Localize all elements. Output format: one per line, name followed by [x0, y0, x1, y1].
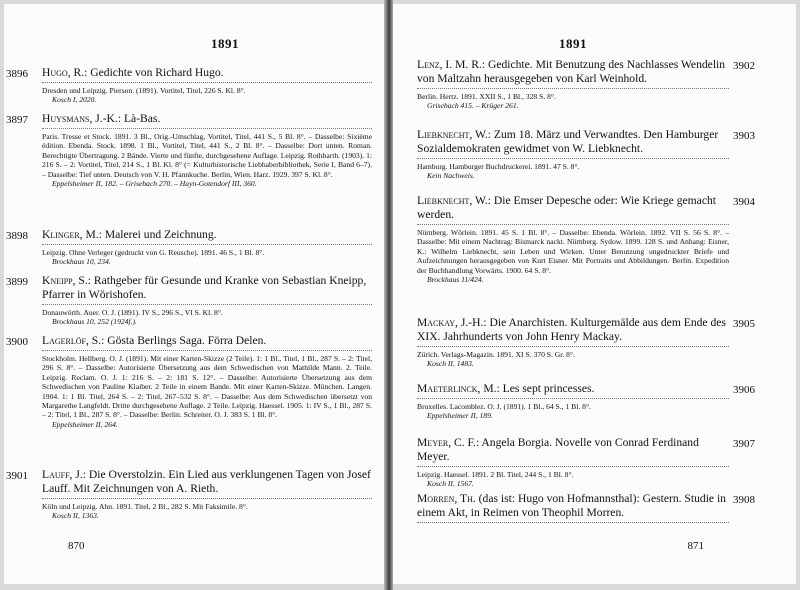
right-page — [393, 4, 796, 584]
entry-number: 3898 — [6, 230, 28, 242]
entry-source: Kosch I, 2020. — [52, 95, 97, 105]
entry-heading — [417, 316, 729, 347]
entry-3898 — [6, 228, 372, 267]
page-number: 870 — [68, 540, 85, 552]
entry-heading — [42, 112, 372, 129]
entry-title: Là-Bas. — [121, 112, 161, 125]
entry-number: 3900 — [6, 336, 28, 348]
entry-number: 3899 — [6, 276, 28, 288]
entry-author: Hugo, R.: — [42, 66, 88, 79]
entry-title: Gedichte. Mit Benutzung des Nachlasses Wendelin von Maltzahn herausgegeben von Karl Weinhold. — [417, 58, 726, 85]
entry-heading — [417, 128, 729, 159]
entry-source: Kein Nachweis. — [427, 171, 475, 181]
entry-title: Gedichte von Richard Hugo. — [87, 66, 224, 79]
entry-source: Kosch II, 1567. — [427, 479, 474, 489]
entry-3904 — [417, 194, 755, 285]
entry-author: Meyer, C. F.: — [417, 436, 480, 449]
entry-author: Klinger, M.: — [42, 228, 102, 241]
book-gutter — [384, 0, 393, 590]
entry-heading — [417, 194, 729, 225]
entry-heading — [417, 436, 729, 467]
entry-source: Eppelsheimer II, 182. – Grisebach 270. – Hayn-Gotendorf III, 360. — [52, 179, 257, 189]
entry-heading — [42, 228, 372, 245]
entry-3907 — [417, 436, 755, 489]
entry-title: Die Anarchisten. Kulturgemälde aus dem Ende des XIX. Jahrhunderts von John Henry Mackay. — [417, 316, 726, 343]
entry-heading — [42, 274, 372, 305]
entry-description: Leipzig. Ohne Verleger (gedruckt von G. Reusche). 1891. 46 S., 1 Bl. 8°. — [42, 248, 265, 257]
entry-author: Kneipp, S.: — [42, 274, 91, 287]
entry-description: Zürich. Verlags-Magazin. 1891. XI S. 370 S. Gr. 8°. — [417, 350, 575, 359]
entry-3908 — [417, 492, 755, 523]
entry-heading — [417, 58, 729, 89]
entry-number: 3896 — [6, 68, 28, 80]
entry-heading — [42, 66, 372, 83]
entry-number: 3903 — [733, 130, 755, 142]
entry-description: Berlin. Hertz. 1891. XXII S., 1 Bl., 328 S. 8°. — [417, 92, 556, 101]
entry-title: Die Overstolzin. Ein Lied aus verklungenen Tagen von Josef Lauff. Mit Zeichnungen von A. Rieth. — [42, 468, 371, 495]
entry-title: Rathgeber für Gesunde und Kranke von Sebastian Kneipp, Pfarrer in Wörishofen. — [42, 274, 367, 301]
entry-3899 — [6, 274, 372, 327]
entry-heading — [42, 334, 372, 351]
entry-description: Leipzig. Haessel. 1891. 2 Bl. Titel, 244 S., 1 Bl. 8°. — [417, 470, 574, 479]
entry-title: Les sept princesses. — [499, 382, 595, 395]
entry-title: Angela Borgia. Novelle von Conrad Ferdinand Meyer. — [417, 436, 699, 463]
entry-source: Eppelsheimer II, 189. — [427, 411, 493, 421]
entry-description: Dresden und Leipzig. Pierson. (1891). Vortitel, Titel, 226 S. Kl. 8°. — [42, 86, 246, 95]
entry-source: Eppelsheimer II, 264. — [52, 419, 118, 429]
entry-3906 — [417, 382, 755, 421]
entry-description: Köln und Leipzig. Ahn. 1891. Titel, 2 Bl., 282 S. Mit Faksimile. 8°. — [42, 502, 248, 511]
entry-description: Paris. Tresse et Stock. 1891. 3 Bl., Orig.-Umschlag, Vortitel, Titel, 441 S., 5 Bl. 8°. – Dasselbe: Sixième édition. Ebenda. Stock. 1898. 1 Bl., Vortitel, Titel, 441 S., 2 Bl. 8°. – Dasselbe: Dort unten. Roman. Berechtigte Übertragung. 2 Bände. Vierte und fünfte, durchgesehene Auflage. Leipzig. Rothbarth. (1903). 1: 216 S. – 2: Vortitel, Titel, 214 S., 1 Bl. Kl. 8° (= Kulturhistorische Liebhaberbibliothek, Serie I, Band 6–7). – Dasselbe: Tief unten. Deutsch von V. H. Pfannkuche. Berlin, Wien. Harz. 1929. 397 S. Kl. 8°. — [42, 132, 372, 179]
entry-number: 3904 — [733, 196, 755, 208]
left-page — [4, 4, 384, 584]
entry-3897 — [6, 112, 372, 189]
entry-author: Huysmans, J.-K.: — [42, 112, 122, 125]
entry-description: Nürnberg. Wörlein. 1891. 45 S. 1 Bl. 8°. – Dasselbe: Ebenda. Wörlein. 1892. VII S. 56 S. 8°. – Dasselbe: Mit einem Nachtrag: Bismarck nackt. Nürnberg. Sydow. 1899. 128 S. und Anhang: Eisner, K.: Wilhelm Liebknecht, sein Leben und Wirken. Unter Benutzung ungedruckter Briefe und Aufzeichnungen herausgegeben von Kurt Eisner. Mit Portraits und Abbildungen. Berlin. Expedition der Buchhandlung Vorwärts. 1900. 64 S. 8°. — [417, 228, 729, 275]
entry-number: 3906 — [733, 384, 755, 396]
entry-3900 — [6, 334, 372, 429]
running-head-year: 1891 — [211, 36, 239, 51]
entry-description: Donauwörth. Auer. O. J. (1891). IV S., 296 S., VI S. Kl. 8°. — [42, 308, 223, 317]
entry-title: Zum 18. März und Verwandtes. Den Hamburger Sozialdemokraten gewidmet von W. Liebknecht. — [417, 128, 719, 155]
entry-author: Maeterlinck, M.: — [417, 382, 500, 395]
entry-number: 3908 — [733, 494, 755, 506]
entry-heading — [417, 382, 729, 399]
entry-title: Malerei und Zeichnung. — [101, 228, 217, 241]
entry-3905 — [417, 316, 755, 369]
entry-author: Liebknecht, W.: — [417, 128, 491, 141]
entry-author: Lauff, J.: — [42, 468, 86, 481]
entry-heading — [42, 468, 372, 499]
entry-source: Grisebach 415. – Krüger 261. — [427, 101, 519, 111]
entry-heading — [417, 492, 729, 523]
entry-author: Lenz, I. M. R.: — [417, 58, 486, 71]
entry-source: Kosch II, 1363. — [52, 511, 99, 521]
entry-description: Bruxelles. Lacomblez. O. J. (1891). 1 Bl., 64 S., 1 Bl. 8°. — [417, 402, 591, 411]
entry-number: 3901 — [6, 470, 28, 482]
entry-description: Hamburg. Hamburger Buchdruckerei. 1891. 47 S. 8°. — [417, 162, 580, 171]
entry-source: Brockhaus 10, 234. — [52, 257, 111, 267]
entry-number: 3902 — [733, 60, 755, 72]
entry-author: Liebknecht, W.: — [417, 194, 491, 207]
entry-title: (das ist: Hugo von Hofmannsthal): Gestern. Studie in einem Akt, in Reimen von Theophil Morren. — [417, 492, 726, 519]
entry-description: Stockholm. Hellberg. O. J. (1891). Mit einer Karten-Skizze (2 Teile). 1: 1 Bl., Titel, 1 Bl., 287 S. – 2: Titel, 296 S. 8°. – Dasselbe: Autorisierte Übersetzung aus dem Schwedischen von Mathilde Mann. 2. Teile. Leipzig. Reclam. O. J. 1: 216 S. – 2: 181 S. 12°. – Dasselbe: Autorisierte Übersetzung aus dem Schwedischen von Pauline Klaiber. 2 Teile in einem Bande. Mit einer Karten-Skizze. München. Langen. 1904. 1: 1 Bl. Titel, 264 S. – 2: Titel, 267–532 S. 8°. – Dasselbe: Aus dem Schwedischen übersetzt von Margarethe Langfeldt. Dritte durchgesehene Auflage. 2 Teile. Leipzig. Haessel. 1905. 1: IV S., 1 Bl., 287 S. – 2: Titel, 1 Bl., 287 S. 8°. – Dasselbe: Berlin. Schreiter. O. J. 383 S. 1 Bl. 8°. — [42, 354, 372, 420]
entry-3903 — [417, 128, 755, 181]
running-head-year: 1891 — [559, 36, 587, 51]
entry-title: Die Emser Depesche oder: Wie Kriege gemacht werden. — [417, 194, 716, 221]
entry-author: Morren, Th. — [417, 492, 476, 505]
entry-number: 3907 — [733, 438, 755, 450]
entry-author: Lagerlöf, S.: — [42, 334, 105, 347]
entry-number: 3905 — [733, 318, 755, 330]
page-number: 871 — [687, 540, 704, 552]
entry-3902 — [417, 58, 755, 111]
entry-3896 — [6, 66, 372, 105]
entry-source: Brockhaus 11/424. — [427, 275, 484, 285]
entry-source: Brockhaus 10, 252 (1924f.). — [52, 317, 137, 327]
entry-author: Mackay, J.-H.: — [417, 316, 487, 329]
entry-3901 — [6, 468, 372, 521]
entry-source: Kosch II, 1483. — [427, 359, 474, 369]
entry-title: Gösta Berlings Saga. Förra Delen. — [104, 334, 267, 347]
entry-number: 3897 — [6, 114, 28, 126]
